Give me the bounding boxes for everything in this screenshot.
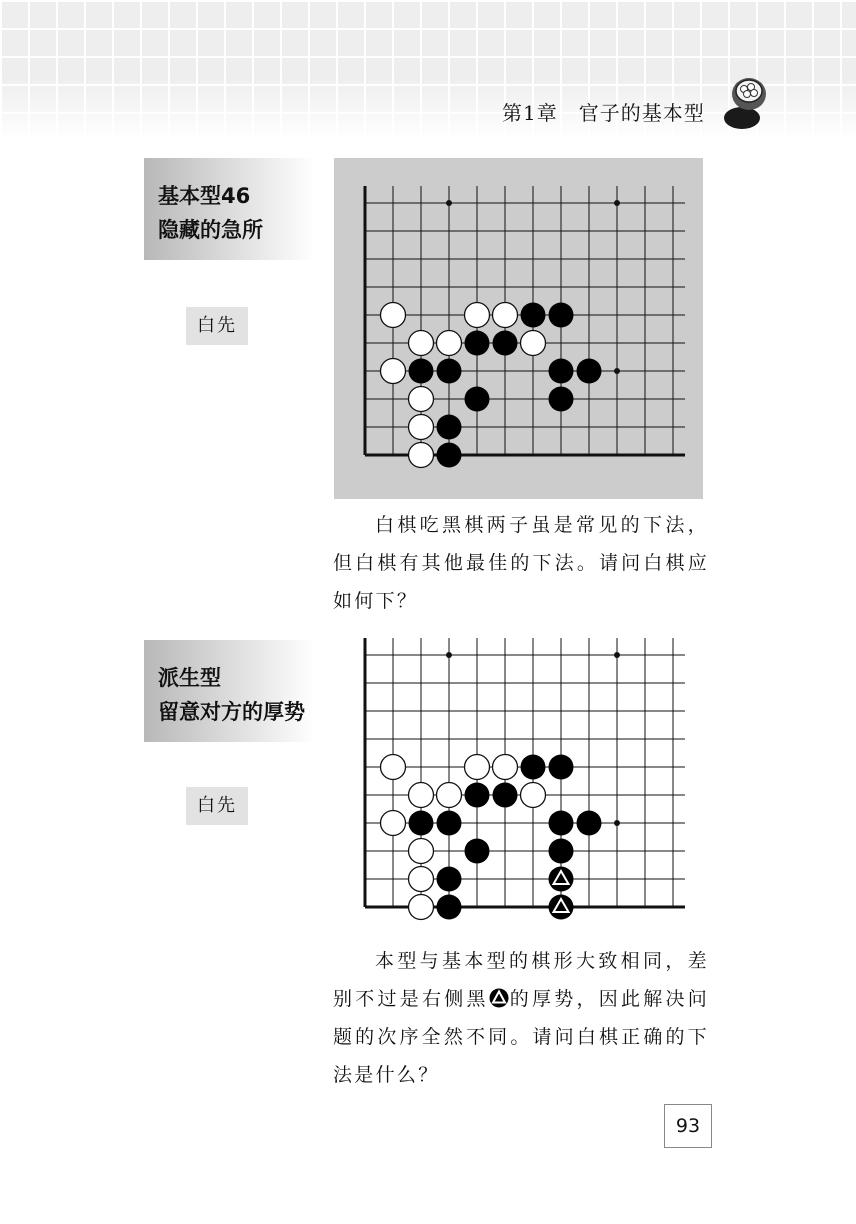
- black-stone: [437, 443, 462, 468]
- black-stone: [465, 387, 490, 412]
- white-stone: [381, 755, 406, 780]
- problem-title: 隐藏的急所: [158, 218, 263, 242]
- problem-title-box: [144, 640, 315, 742]
- white-stone: [381, 303, 406, 328]
- white-stone: [437, 783, 462, 808]
- star-point: [614, 820, 620, 826]
- black-stone: [577, 359, 602, 384]
- black-stone: [549, 359, 574, 384]
- black-stone: [493, 783, 518, 808]
- description-text-part: 本型与基本型的棋形大致相同，差别不过是右侧黑: [333, 950, 709, 1010]
- white-stone: [381, 359, 406, 384]
- black-stone: [549, 387, 574, 412]
- black-stone: [549, 303, 574, 328]
- black-stone: [521, 303, 546, 328]
- black-stone: [465, 839, 490, 864]
- problem-number: 派生型: [158, 666, 221, 690]
- white-stone: [521, 331, 546, 356]
- white-stone: [409, 895, 434, 920]
- black-stone: [437, 359, 462, 384]
- white-stone: [465, 303, 490, 328]
- black-stone: [577, 811, 602, 836]
- black-stone: [437, 867, 462, 892]
- white-stone: [381, 811, 406, 836]
- black-stone: [437, 415, 462, 440]
- white-stone: [409, 331, 434, 356]
- star-point: [446, 200, 452, 206]
- black-stone: [465, 783, 490, 808]
- white-stone: [409, 387, 434, 412]
- star-point: [614, 200, 620, 206]
- white-stone: [409, 415, 434, 440]
- black-stone: [493, 331, 518, 356]
- star-point: [614, 368, 620, 374]
- problem-number: 基本型46: [158, 184, 251, 208]
- black-stone: [409, 359, 434, 384]
- black-stone-triangle-icon: [489, 988, 509, 1008]
- problem-description: 白棋吃黑棋两子虽是常见的下法，但白棋有其他最佳的下法。请问白棋应如何下？: [333, 514, 709, 612]
- white-stone: [437, 331, 462, 356]
- problem-title-box: [144, 158, 315, 260]
- white-stone: [409, 839, 434, 864]
- black-stone: [549, 755, 574, 780]
- to-play-label: 白先: [186, 787, 248, 825]
- white-stone: [409, 867, 434, 892]
- black-stone: [409, 811, 434, 836]
- problem-description: [333, 942, 709, 1094]
- white-stone: [409, 443, 434, 468]
- chapter-title: 第1章 官子的基本型: [502, 101, 705, 125]
- go-board-diagram: [334, 612, 703, 932]
- black-stone: [465, 331, 490, 356]
- page-number: 93: [664, 1104, 712, 1148]
- white-stone: [493, 755, 518, 780]
- star-point: [446, 652, 452, 658]
- go-bowl-icon: [720, 74, 770, 130]
- white-stone: [409, 783, 434, 808]
- problem-title: 留意对方的厚势: [158, 700, 305, 724]
- board-background: [334, 158, 703, 499]
- white-stone: [493, 303, 518, 328]
- black-stone: [549, 811, 574, 836]
- description-text-part: 的厚势，因此解决问题的次序全然不同。请问白棋正确的下法是什么？: [333, 988, 709, 1086]
- white-stone: [521, 783, 546, 808]
- white-stone: [465, 755, 490, 780]
- star-point: [614, 652, 620, 658]
- black-stone: [437, 811, 462, 836]
- to-play-label: 白先: [186, 307, 248, 345]
- black-stone: [437, 895, 462, 920]
- go-board-diagram: [334, 158, 703, 499]
- black-stone: [549, 839, 574, 864]
- black-stone: [521, 755, 546, 780]
